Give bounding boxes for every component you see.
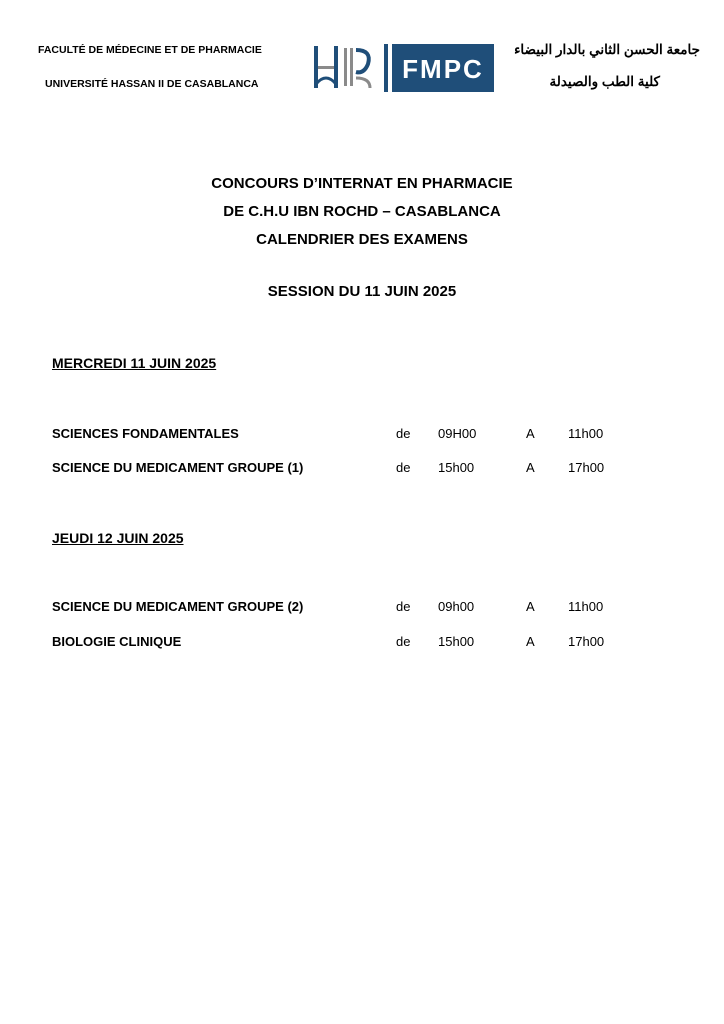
exam-row: [52, 460, 672, 480]
exam-from-label: de: [396, 460, 411, 475]
exam-to-label: A: [526, 599, 535, 614]
exam-end-time: 17h00: [568, 460, 605, 475]
day-heading: JEUDI 12 JUIN 2025: [52, 530, 184, 546]
exam-subject: SCIENCE DU MEDICAMENT GROUPE (1): [52, 460, 304, 475]
exam-from-label: de: [396, 634, 411, 649]
exam-to-label: A: [526, 634, 535, 649]
exam-row: [52, 599, 672, 619]
session-title: SESSION DU 11 JUIN 2025: [267, 283, 457, 300]
exam-end-time: 11h00: [568, 426, 604, 441]
faculty-name-fr: FACULTÉ DE MÉDECINE ET DE PHARMACIE: [38, 44, 262, 56]
university-emblem-icon: [312, 44, 494, 92]
exam-start-time: 09H00: [438, 426, 477, 441]
exam-subject: BIOLOGIE CLINIQUE: [52, 634, 182, 649]
faculty-name-ar: كلية الطب والصيدلة: [549, 74, 660, 89]
fmpc-logo: [312, 44, 494, 92]
exam-row: [52, 426, 672, 446]
title-line-3: CALENDRIER DES EXAMENS: [256, 231, 468, 248]
exam-row: [52, 634, 672, 654]
exam-subject: SCIENCES FONDAMENTALES: [52, 426, 239, 441]
exam-end-time: 17h00: [568, 634, 605, 649]
university-name-fr: UNIVERSITÉ HASSAN II DE CASABLANCA: [45, 78, 259, 90]
title-line-2: DE C.H.U IBN ROCHD – CASABLANCA: [223, 203, 501, 220]
exam-to-label: A: [526, 460, 535, 475]
document-title: [0, 170, 724, 254]
exam-to-label: A: [526, 426, 535, 441]
day-heading: MERCREDI 11 JUIN 2025: [52, 355, 217, 371]
exam-subject: SCIENCE DU MEDICAMENT GROUPE (2): [52, 599, 304, 614]
title-line-1: CONCOURS D’INTERNAT EN PHARMACIE: [211, 175, 513, 192]
university-name-ar: جامعة الحسن الثاني بالدار البيضاء: [514, 42, 700, 57]
exam-from-label: de: [396, 599, 411, 614]
exam-start-time: 09h00: [438, 599, 475, 614]
exam-start-time: 15h00: [438, 634, 475, 649]
exam-start-time: 15h00: [438, 460, 475, 475]
exam-end-time: 11h00: [568, 599, 604, 614]
logo-text: FMPC: [402, 54, 484, 84]
exam-from-label: de: [396, 426, 411, 441]
